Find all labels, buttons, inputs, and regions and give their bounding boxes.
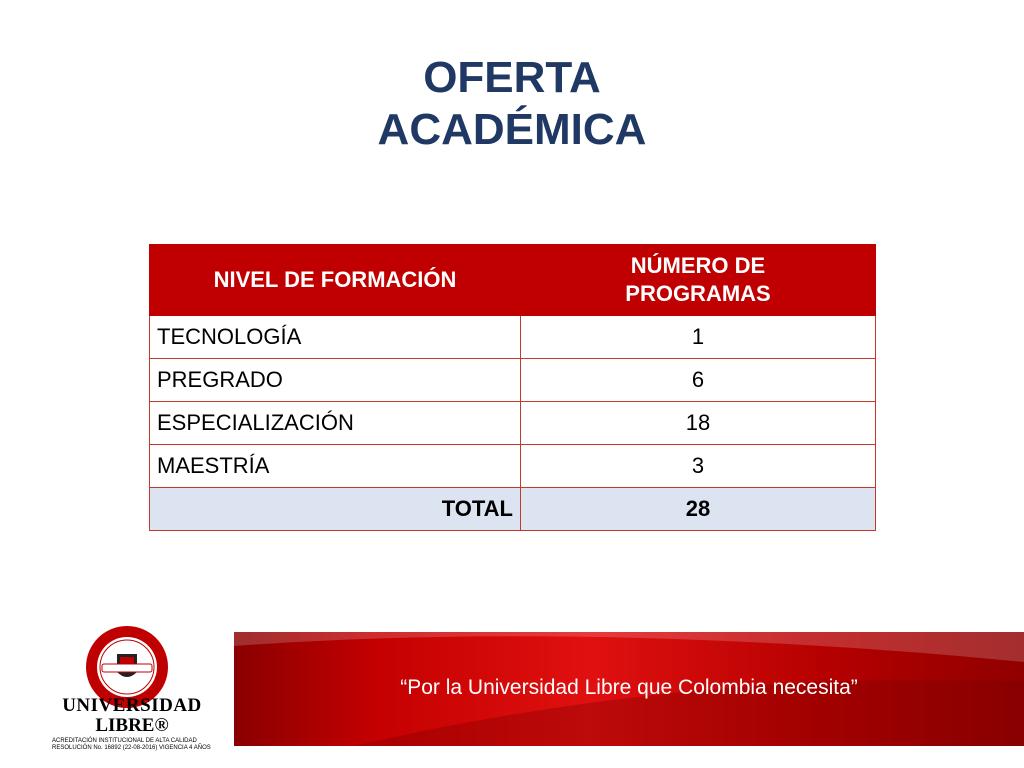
academic-offer-table: [149, 244, 876, 531]
table-header-row: [150, 245, 876, 316]
accreditation-line-1: ACREDITACIÓN INSTITUCIONAL DE ALTA CALIDAD: [52, 738, 197, 744]
total-label: TOTAL: [150, 488, 521, 531]
banner-quote: “Por la Universidad Libre que Colombia necesita”: [400, 676, 858, 699]
title-line-2: ACADÉMICA: [377, 105, 647, 154]
header-count: [521, 245, 876, 316]
row-level: MAESTRÍA: [150, 445, 521, 488]
table-row: [150, 445, 876, 488]
footer-banner: [234, 632, 1024, 746]
total-count: 28: [521, 488, 876, 531]
row-level: ESPECIALIZACIÓN: [150, 402, 521, 445]
logo-line-2: LIBRE®: [95, 715, 169, 736]
page-title: [0, 52, 1024, 156]
logo-line-1: UNIVERSIDAD: [62, 695, 202, 716]
row-count: 1: [521, 316, 876, 359]
logo-accreditation: [52, 738, 212, 752]
table-row: [150, 316, 876, 359]
table-row: [150, 359, 876, 402]
accreditation-line-2: RESOLUCIÓN No. 16892 (22-08-2016) VIGENCIA 4 AÑOS: [52, 745, 211, 751]
row-count: 3: [521, 445, 876, 488]
row-level: PREGRADO: [150, 359, 521, 402]
logo-wordmark: [52, 696, 212, 736]
row-count: 6: [521, 359, 876, 402]
table-row: [150, 402, 876, 445]
header-count-label: NÚMERO DE PROGRAMAS: [625, 253, 771, 306]
title-line-1: OFERTA: [423, 53, 601, 102]
university-logo: [52, 624, 212, 754]
header-level: NIVEL DE FORMACIÓN: [150, 245, 521, 316]
row-count: 18: [521, 402, 876, 445]
row-level: TECNOLOGÍA: [150, 316, 521, 359]
table-total-row: [150, 488, 876, 531]
